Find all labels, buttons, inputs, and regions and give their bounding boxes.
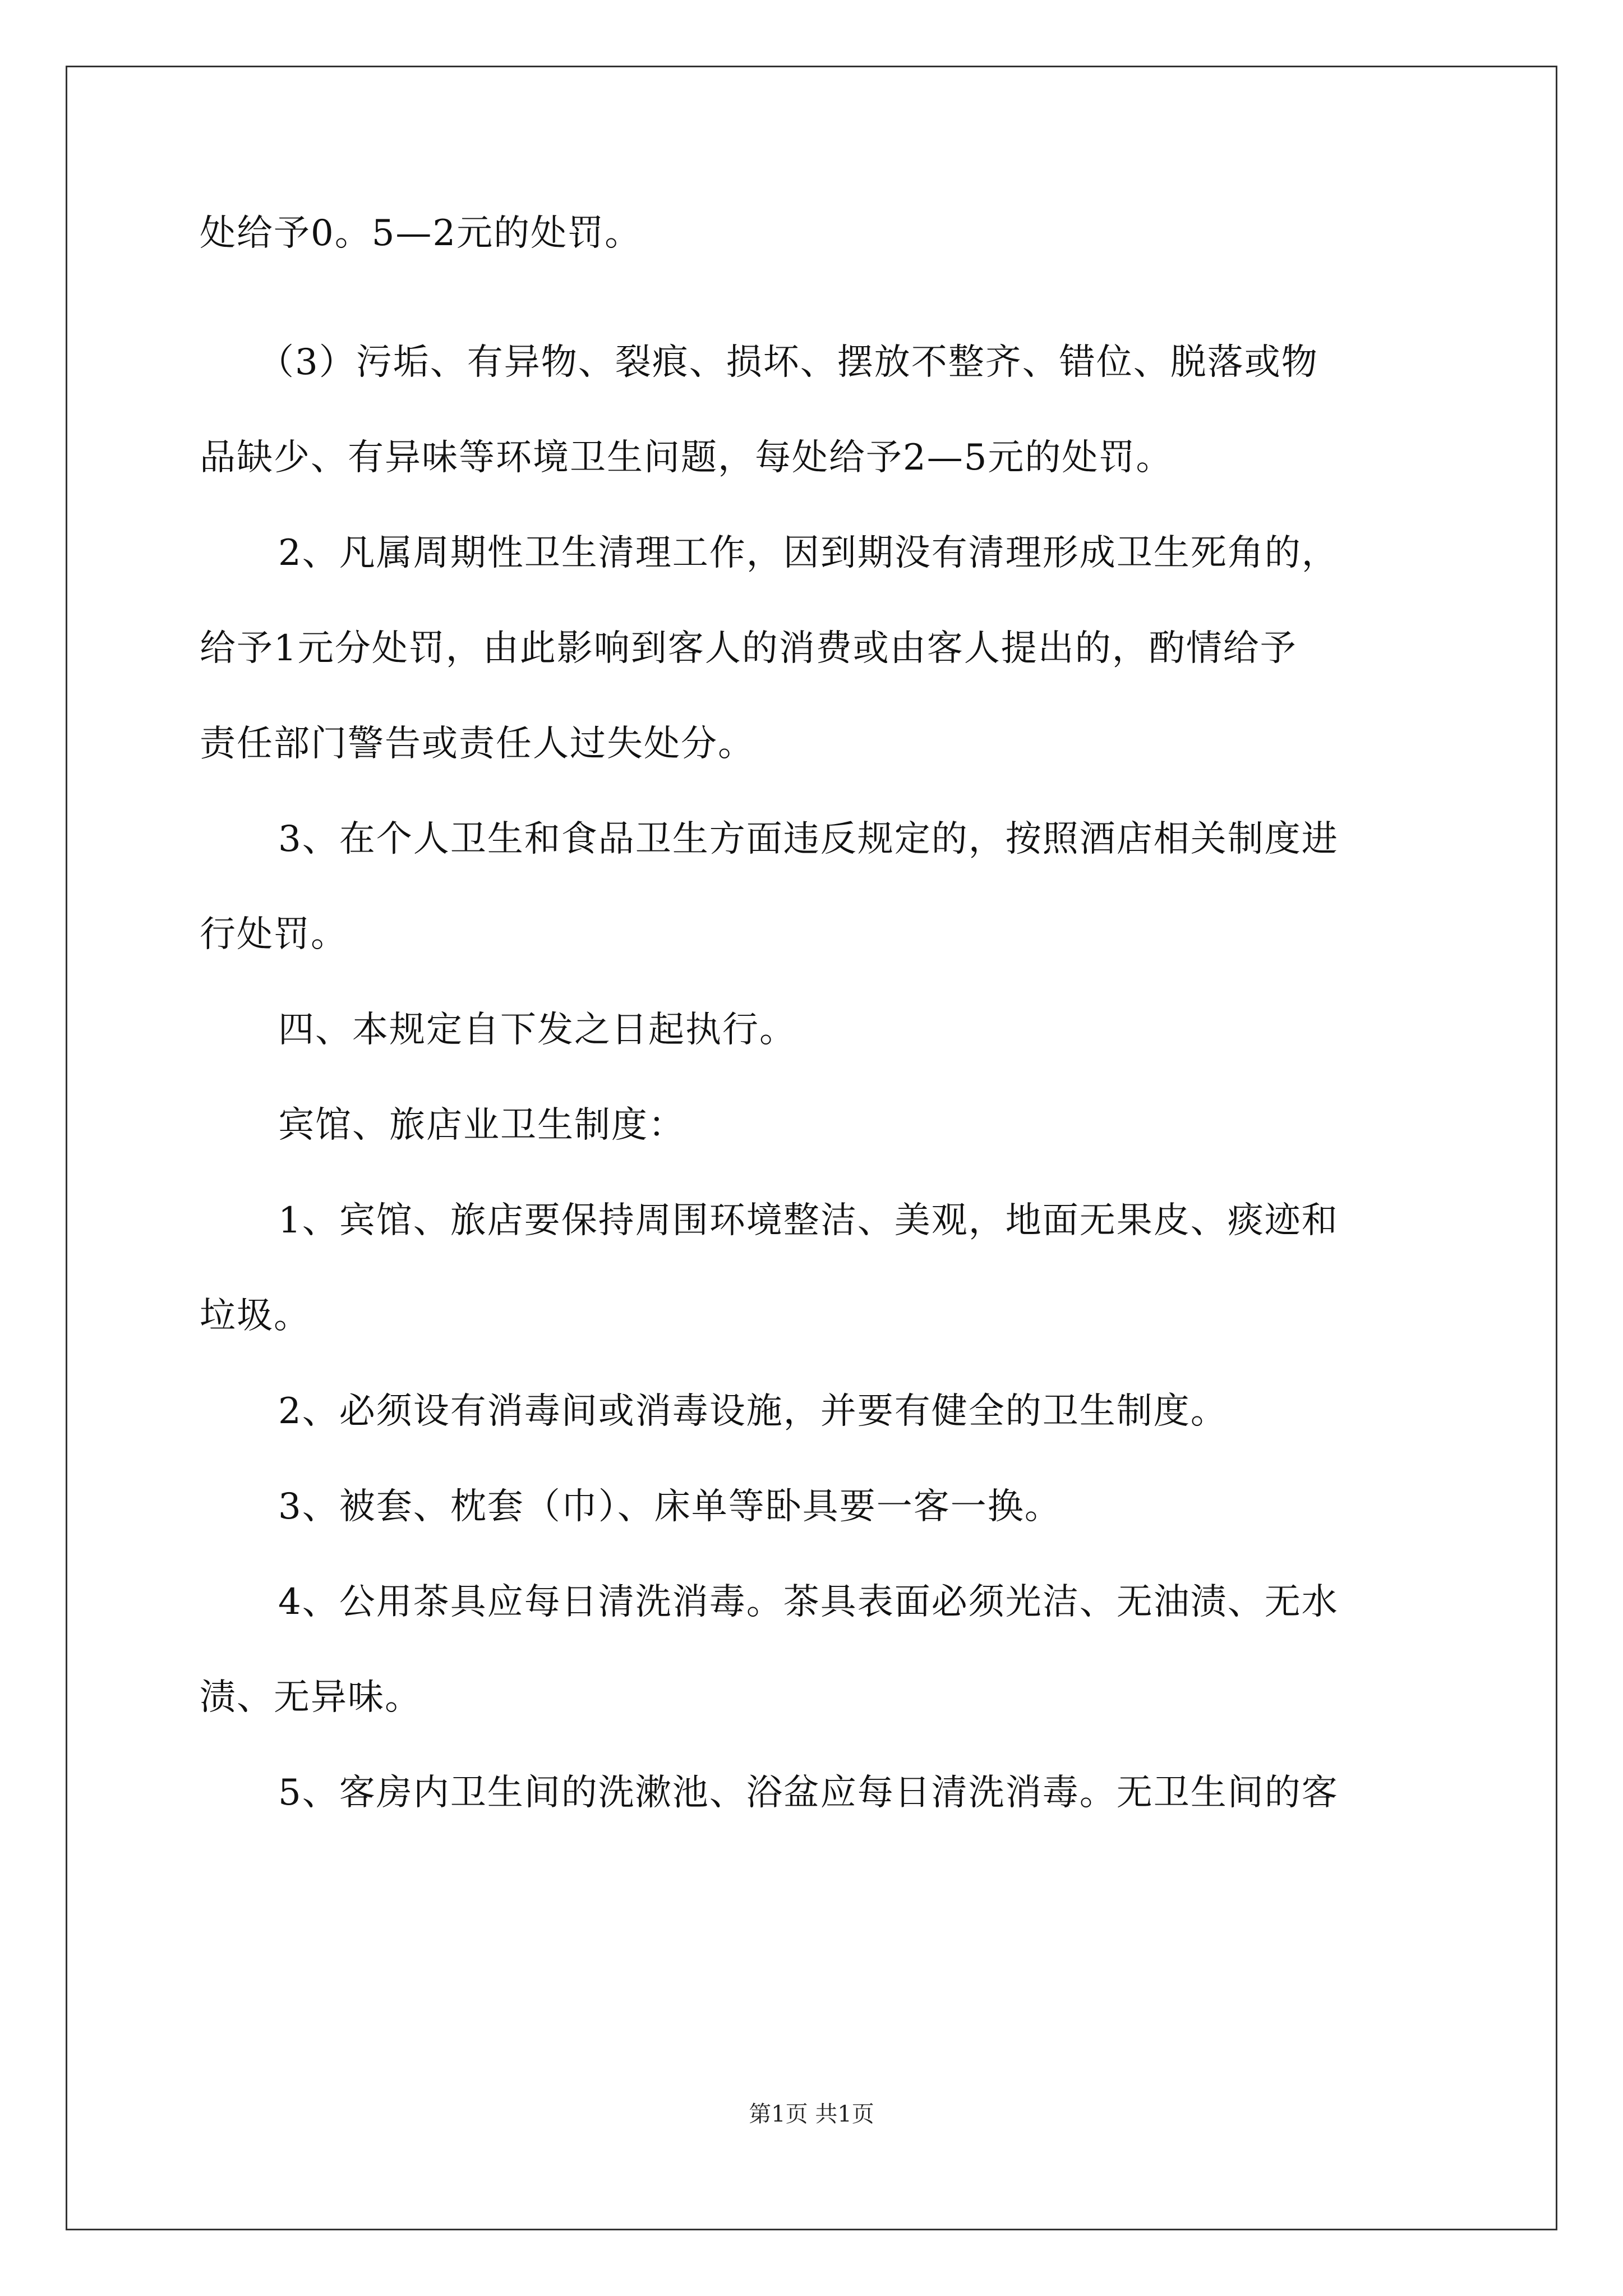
page-number-footer: 第1页 共1页 xyxy=(749,2101,874,2127)
text-line: 3、被套、枕套（巾）、床单等卧具要一客一换。 xyxy=(278,1486,1062,1527)
text-line: 1、宾馆、旅店要保持周围环境整洁、美观，地面无果皮、痰迹和 xyxy=(278,1200,1339,1241)
text-line: 2、必须设有消毒间或消毒设施，并要有健全的卫生制度。 xyxy=(278,1391,1228,1432)
page-border xyxy=(66,66,1557,2230)
text-line: 四、本规定自下发之日起执行。 xyxy=(278,1009,796,1051)
text-line: （3）污垢、有异物、裂痕、损坏、摆放不整齐、错位、脱落或物 xyxy=(258,342,1318,383)
text-line: 品缺少、有异味等环境卫生问题，每处给予2—5元的处罚。 xyxy=(200,437,1173,478)
text-line: 处给予0。5—2元的处罚。 xyxy=(200,213,642,254)
text-line: 3、在个人卫生和食品卫生方面违反规定的，按照酒店相关制度进 xyxy=(278,818,1339,860)
text-line: 责任部门警告或责任人过失处分。 xyxy=(200,723,755,765)
text-line: 渍、无异味。 xyxy=(200,1677,422,1718)
text-line: 2、凡属周期性卫生清理工作，因到期没有清理形成卫生死角的， xyxy=(278,532,1339,574)
text-line: 4、公用茶具应每日清洗消毒。茶具表面必须光洁、无油渍、无水 xyxy=(278,1581,1339,1623)
text-line: 给予1元分处罚，由此影响到客人的消费或由客人提出的，酌情给予 xyxy=(200,628,1297,669)
text-line: 行处罚。 xyxy=(200,914,348,955)
text-line: 垃圾。 xyxy=(200,1295,311,1337)
text-line: 5、客房内卫生间的洗漱池、浴盆应每日清洗消毒。无卫生间的客 xyxy=(278,1772,1339,1814)
text-line: 宾馆、旅店业卫生制度： xyxy=(278,1105,685,1146)
